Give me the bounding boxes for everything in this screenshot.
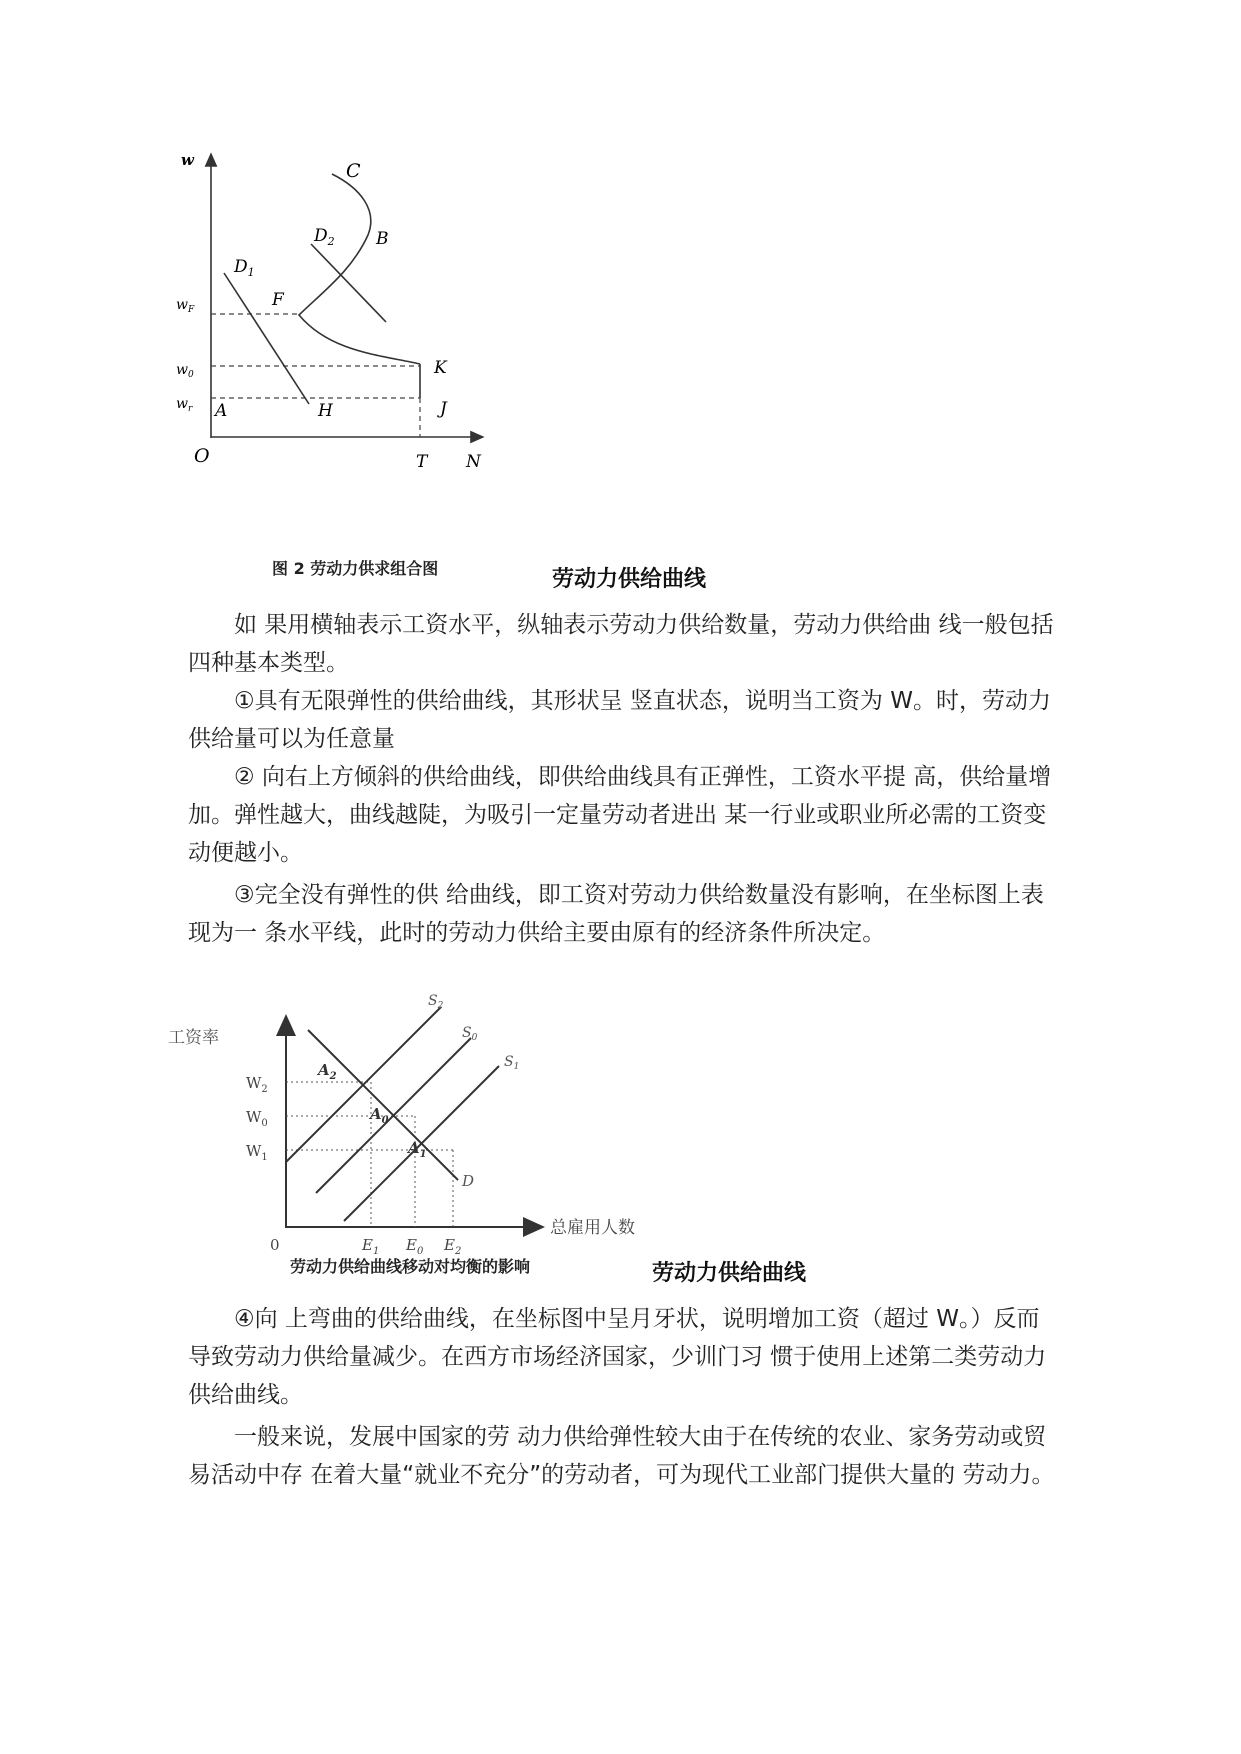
label-D: D (462, 1172, 475, 1190)
label-C: C (346, 160, 361, 182)
label-wF: $w_F$ (176, 297, 195, 315)
figure1-svg (176, 140, 540, 540)
label-N: N (466, 452, 481, 472)
label-D1: $D_1$ (234, 257, 255, 279)
label-H: H (318, 401, 333, 421)
figure2-svg (168, 988, 656, 1257)
label-K: K (434, 358, 447, 378)
label-W0: $W_0$ (246, 1108, 268, 1129)
paragraph: 如 果用横轴表示工资水平，纵轴表示劳动力供给数量，劳动力供给曲 线一般包括四种基本类型。 (188, 612, 1054, 676)
paragraph: ④向 上弯曲的供给曲线，在坐标图中呈月牙状，说明增加工资（超过 W。）反而导致劳动力供给量减少。在西方市场经济国家，少训门习 惯于使用上述第二类劳动力供给曲线。 (188, 1306, 1047, 1408)
label-F: F (272, 290, 284, 310)
label-S1: $S_1$ (504, 1054, 520, 1072)
paragraph: 一般来说，发展中国家的劳 动力供给弹性较大由于在传统的农业、家务劳动或贸易活动中存 在着大量“就业不充分”的劳动者，可为现代工业部门提供大量的 劳动力。 (188, 1424, 1055, 1488)
label-W2: $W_2$ (246, 1074, 268, 1095)
label-T: T (416, 452, 428, 472)
paragraph: ② 向右上方倾斜的供给曲线，即供给曲线具有正弹性，工资水平提 高，供给量增加。弹性越大，曲线越陡，为吸引一定量劳动者进出 某一行业或职业所必需的工资变动便越小。 (188, 764, 1052, 866)
label-A2: $A_2$ (318, 1061, 337, 1082)
label-A0: $A_0$ (370, 1105, 389, 1126)
figure-labor-supply-demand (176, 140, 540, 540)
label-w0: $w_0$ (176, 362, 194, 380)
label-wr: $w_r$ (176, 396, 193, 414)
section-heading-1: 劳动力供给曲线 (552, 567, 707, 592)
paragraph: ①具有无限弹性的供给曲线，其形状呈 竖直状态，说明当工资为 W。时，劳动力供给量可以为任意量 (188, 688, 1051, 752)
label-B: B (376, 229, 389, 249)
figure1-caption: 图 2 劳动力供求组合图 (272, 559, 439, 578)
D-demand-line (308, 1030, 458, 1180)
label-O: O (194, 445, 210, 467)
section-heading-2: 劳动力供给曲线 (652, 1261, 807, 1286)
backward-bending-supply-curve (299, 174, 420, 364)
label-A1: $A_1$ (408, 1139, 427, 1160)
y-axis-label: 工资率 (168, 1028, 219, 1048)
label-E1: $E_1$ (362, 1236, 380, 1257)
label-origin: 0 (270, 1236, 280, 1254)
label-W1: $W_1$ (246, 1142, 268, 1163)
label-A: A (215, 401, 228, 421)
label-D2: $D_2$ (314, 226, 335, 248)
x-axis-label: 总雇用人数 (550, 1218, 635, 1238)
label-J: J (440, 399, 447, 419)
label-S0: $S_0$ (462, 1025, 478, 1043)
paragraph: ③完全没有弹性的供 给曲线，即工资对劳动力供给数量没有影响，在坐标图上表现为一 条水平线，此时的劳动力供给主要由原有的经济条件所决定。 (188, 882, 1044, 946)
D1-demand-line (224, 273, 309, 404)
D2-demand-line (311, 244, 386, 322)
label-E0: $E_0$ (406, 1236, 424, 1257)
label-S2: $S_2$ (428, 993, 444, 1011)
label-E2: $E_2$ (444, 1236, 462, 1257)
figure-supply-shift-equilibrium (168, 988, 656, 1257)
y-axis-label: w (181, 151, 194, 169)
figure2-caption: 劳动力供给曲线移动对均衡的影响 (290, 1257, 531, 1276)
